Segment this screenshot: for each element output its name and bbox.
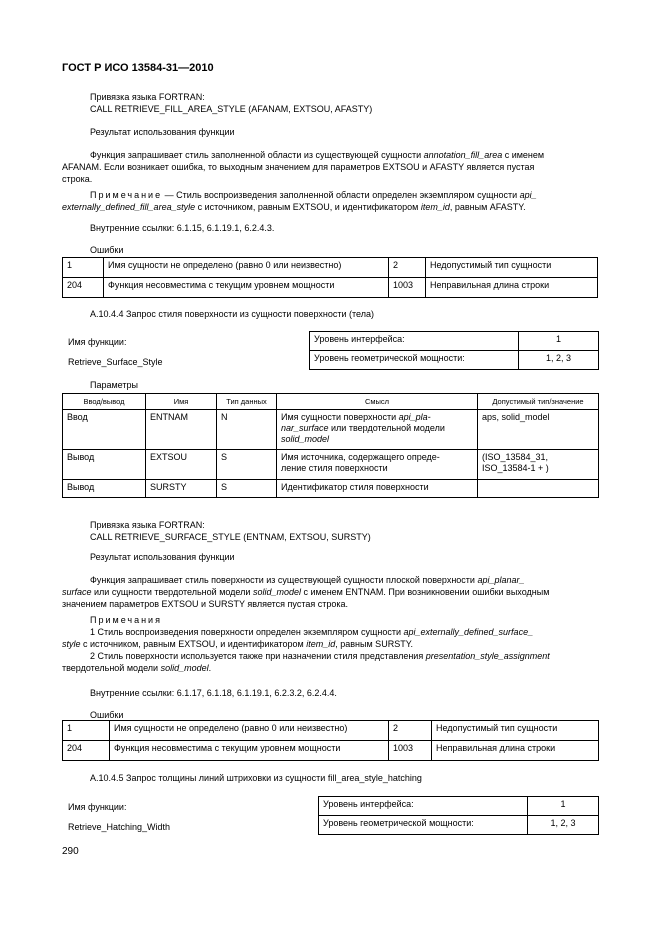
errors-label: Ошибки [90, 245, 124, 255]
fortran-binding-call: CALL RETRIEVE_SURFACE_STYLE (ENTNAM, EXTSOU, SURSTY) [90, 532, 371, 542]
table-row: 204 Функция несовместима с текущим уровнем мощности 1003 Неправильная длина строки [63, 741, 599, 761]
result-heading: Результат использования функции [90, 127, 235, 137]
table-row: 1 Имя сущности не определено (равно 0 или неизвестно) 2 Недопустимый тип сущности [63, 258, 598, 278]
page-title: ГОСТ Р ИСО 13584-31—2010 [62, 62, 214, 74]
notes-text: Примечания 1 Стиль воспроизведения поверхности определен экземпляром сущности api_externally_defined_surface_ style с источником, равным EXTSOU, и идентификатором item_id, равным SURSTY. 2 Стиль поверхности используется также при назначении стиля представления presentation_style_assignment твердотельной модели solid_model. [62, 615, 550, 673]
levels-table: Уровень интерфейса: 1 Уровень геометрической мощности: 1, 2, 3 [309, 331, 599, 370]
errors-table [62, 257, 598, 298]
section-heading: А.10.4.5 Запрос толщины линий штриховки из сущности fill_area_style_hatching [90, 773, 422, 783]
table-row: Ввод ENTNAM N Имя сущности поверхности api_pla- nar_surface или твердотельной модели solid_model aps, solid_model [63, 410, 599, 450]
result-heading: Результат использования функции [90, 552, 235, 562]
errors-table [62, 720, 599, 761]
params-table: Ввод/вывод Имя Тип данных Смысл Допустимый тип/значение Ввод ENTNAM N Имя сущности поверхности api_pla- nar_surface или твердотельной модели solid_model aps, solid_model Вывод EXTSOU S Имя источника, содержащего опреде- ление стиля поверхности (ISO_13584_31, ISO_13584-1 + ) Вывод SURSTY S Идентификатор стиля поверхности [62, 393, 599, 498]
fortran-binding-label: Привязка языка FORTRAN: [90, 92, 205, 102]
table-row: Вывод EXTSOU S Имя источника, содержащего опреде- ление стиля поверхности (ISO_13584_31, ISO_13584-1 + ) [63, 450, 599, 480]
fortran-binding-call: CALL RETRIEVE_FILL_AREA_STYLE (AFANAM, EXTSOU, AFASTY) [90, 104, 373, 114]
table-row: Вывод SURSTY S Идентификатор стиля поверхности [63, 480, 599, 498]
fortran-binding-label: Привязка языка FORTRAN: [90, 520, 205, 530]
page-number: 290 [62, 846, 79, 857]
function-name-label: Имя функции: [68, 802, 127, 812]
table-row: 204 Функция несовместима с текущим уровнем мощности 1003 Неправильная длина строки [63, 278, 598, 298]
params-label: Параметры [90, 380, 138, 390]
internal-refs: Внутренние ссылки: 6.1.17, 6.1.18, 6.1.19.1, 6.2.3.2, 6.2.4.4. [90, 688, 337, 698]
section-heading: А.10.4.4 Запрос стиля поверхности из сущности поверхности (тела) [90, 309, 374, 319]
function-name-value: Retrieve_Surface_Style [68, 357, 163, 367]
function-name-value: Retrieve_Hatching_Width [68, 822, 171, 832]
result-text: Функция запрашивает стиль заполненной области из существующей сущности annotation_fill_area с именем AFANAM. Если возникает ошибка, то выходным значением для параметров EXTSOU и AFASTY является пустая строка. [62, 150, 545, 184]
internal-refs: Внутренние ссылки: 6.1.15, 6.1.19.1, 6.2.4.3. [90, 223, 275, 233]
function-name-label: Имя функции: [68, 337, 127, 347]
levels-table: Уровень интерфейса: 1 Уровень геометрической мощности: 1, 2, 3 [318, 796, 599, 835]
table-row: 1 Имя сущности не определено (равно 0 или неизвестно) 2 Недопустимый тип сущности [63, 721, 599, 741]
note-text: Примечание — Стиль воспроизведения заполненной области определен экземпляром сущности api_ externally_defined_fill_area_style с источником, равным EXTSOU, и идентификатором item_id, равным AFASTY. [62, 190, 537, 212]
result-text: Функция запрашивает стиль поверхности из существующей сущности плоской поверхности api_planar_ surface или сущности твердотельной модели solid_model с именем ENTNAM. При возникновении ошибки выходным значением параметров EXTSOU и SURSTY является пустая строка. [62, 575, 550, 609]
errors-label: Ошибки [90, 710, 124, 720]
